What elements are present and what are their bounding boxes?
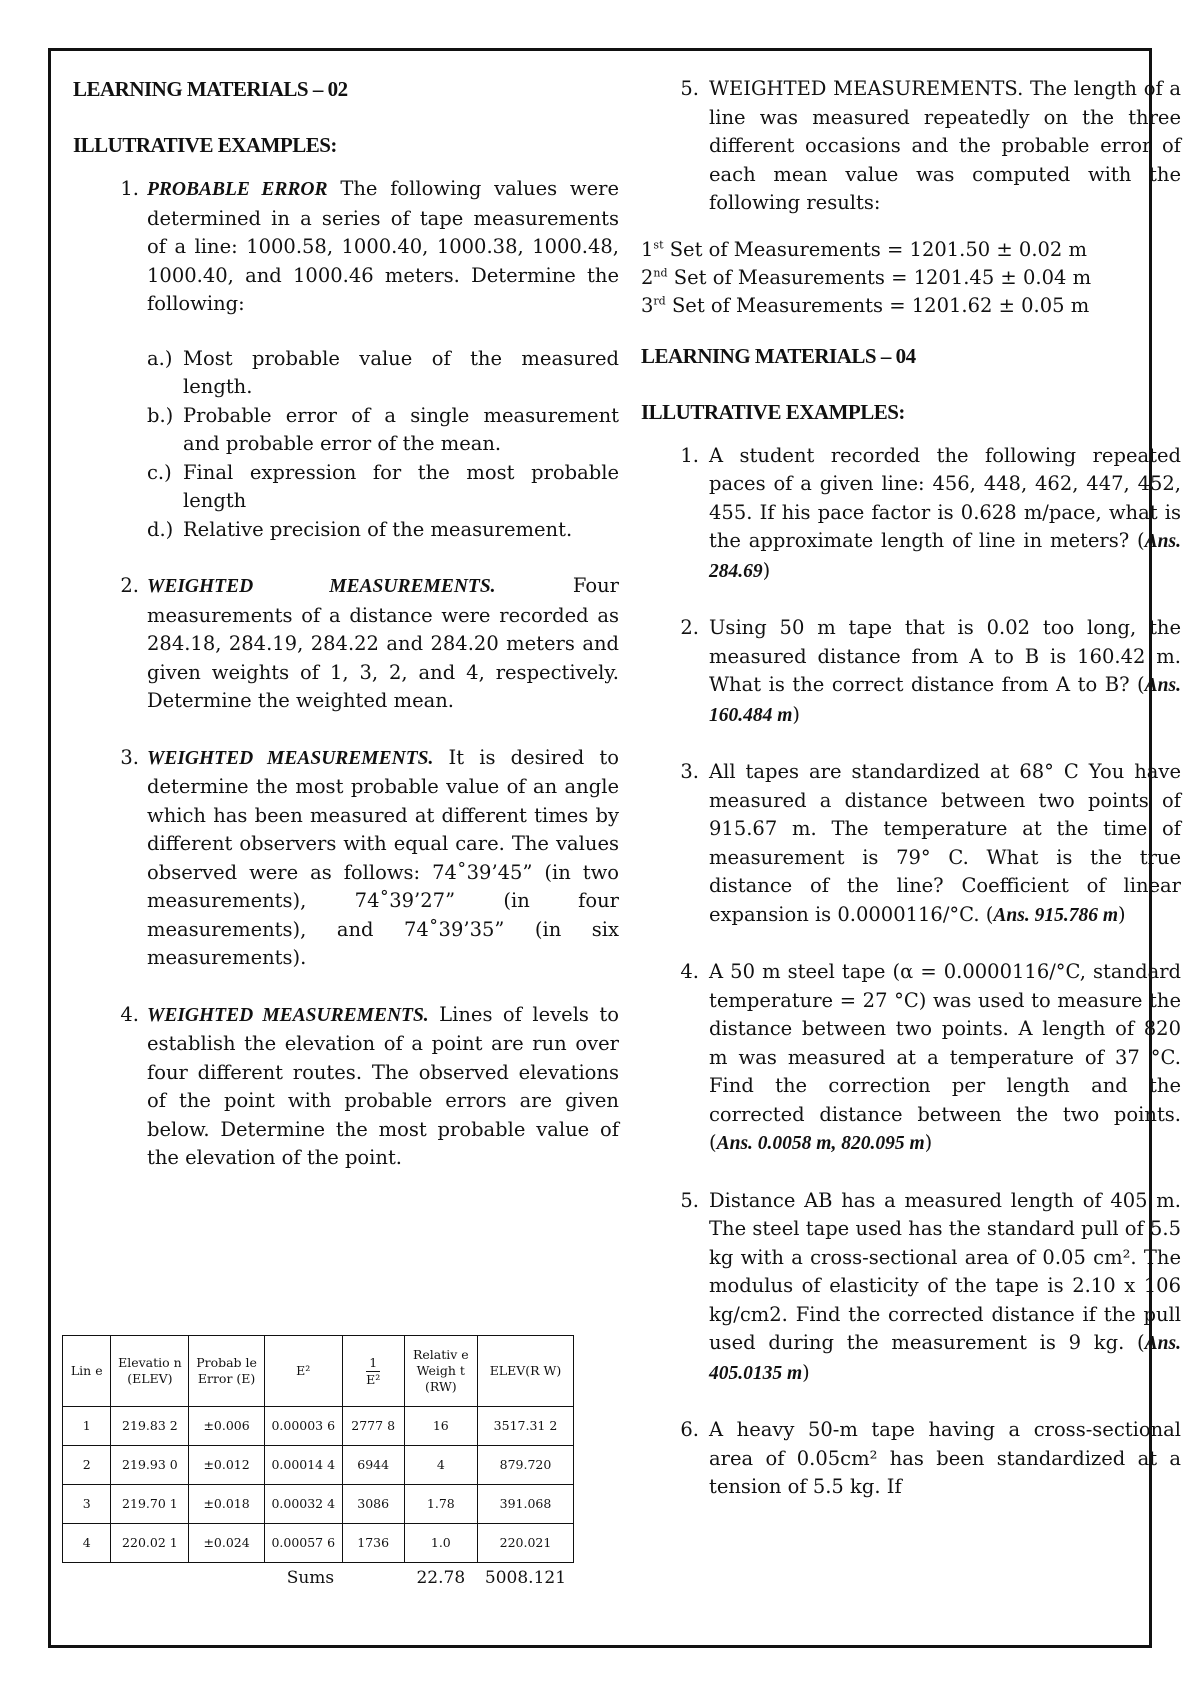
fraction-numerator: 1: [369, 1354, 378, 1370]
cell: 4: [404, 1446, 477, 1485]
cell: 220.02 1: [111, 1524, 189, 1563]
answer: Ans. 284.69: [709, 531, 1181, 582]
cell: 4: [63, 1524, 111, 1563]
answer: Ans. 405.0135 m: [709, 1333, 1181, 1384]
col-probable-error: Probab le Error (E): [189, 1336, 265, 1407]
cell: 3086: [342, 1485, 404, 1524]
cell: [342, 1563, 404, 1594]
subquestion: [147, 516, 619, 545]
sums-elev: 5008.121: [484, 1568, 567, 1588]
cell: 2777 8: [342, 1407, 404, 1446]
problem-number: 1.: [680, 443, 699, 467]
subquestion-label: b.): [147, 403, 174, 427]
problem-keyword: WEIGHTED MEASUREMENTS.: [147, 747, 434, 769]
cell: 1: [63, 1407, 111, 1446]
problem-number: 3.: [120, 745, 139, 769]
cell: 0.00032 4: [264, 1485, 342, 1524]
cell: 3517.31 2: [477, 1407, 573, 1446]
table-row: [63, 1524, 574, 1563]
problem-keyword: WEIGHTED MEASUREMENTS.: [147, 1004, 429, 1026]
left-column: [73, 75, 619, 1201]
col-line: Lin e: [63, 1336, 111, 1407]
cell: 1.78: [404, 1485, 477, 1524]
cell: 2: [63, 1446, 111, 1485]
problem-text: Lines of levels to establish the elevation of a point are run over four different routes. The observed elevations of the point with probable errors are given below. Determine the most probable value of the elevation of the point.: [147, 1002, 619, 1169]
problem-number: 5.: [680, 77, 699, 100]
cell: 220.021: [477, 1524, 573, 1563]
problem-keyword: WEIGHTED MEASUREMENTS.: [147, 576, 496, 597]
equation: [641, 264, 1181, 292]
ordinal: 2: [641, 265, 654, 289]
equation-value: = 1201.45 ± 0.04 m: [891, 265, 1092, 289]
sums-row: [63, 1563, 574, 1594]
cell: 0.00003 6: [264, 1407, 342, 1446]
subquestion-label: c.): [147, 460, 172, 484]
problem-number: 2.: [680, 616, 699, 639]
problem-text: A student recorded the following repeated paces of a given line: 456, 448, 462, 447, 452, 455. If his pace factor is 0.628 m/pace, what is the approximate length of line in meters? (: [709, 443, 1181, 552]
problem-keyword: PROBABLE ERROR: [147, 179, 328, 200]
paren: ): [924, 1131, 933, 1154]
ordinal-suffix: st: [653, 238, 664, 251]
problem-item: [641, 1416, 1181, 1502]
subquestion-text: Probable error of a single measurement and probable error of the mean.: [183, 403, 619, 455]
equation-value: = 1201.50 ± 0.02 m: [887, 237, 1088, 261]
equation-label: Set of Measurements: [673, 265, 885, 289]
cell: 219.70 1: [111, 1485, 189, 1524]
cell: 6944: [342, 1446, 404, 1485]
cell: ±0.006: [189, 1407, 265, 1446]
problem-list: [641, 75, 1181, 218]
equation: [641, 236, 1181, 264]
cell: 219.83 2: [111, 1407, 189, 1446]
equation-value: = 1201.62 ± 0.05 m: [889, 293, 1090, 317]
cell: 0.00057 6: [264, 1524, 342, 1563]
problem-text: It is desired to determine the most probable value of an angle which has been measured at different times by different observers with equal care. The values observed were as follows: 74˚39’45” (in two measurements), 74˚39’27” (in four measurements), and 74˚39’35” (in six measurements).: [147, 745, 619, 969]
problem-list: [641, 442, 1181, 1502]
ordinal-suffix: nd: [653, 266, 668, 279]
problem-number: 3.: [680, 760, 699, 783]
ordinal: 1: [641, 237, 654, 261]
fraction-denominator: E²: [366, 1371, 381, 1387]
table-header-row: [63, 1336, 574, 1407]
paren: ): [792, 702, 801, 726]
problem-item: [641, 442, 1181, 587]
subquestion: [147, 459, 619, 516]
right-column: [641, 75, 1181, 1502]
cell: 1.0: [404, 1524, 477, 1563]
sums-label: Sums: [286, 1568, 335, 1588]
cell: 0.00014 4: [264, 1446, 342, 1485]
section-subheading: ILLUTRATIVE EXAMPLES:: [641, 399, 905, 424]
problem-item: [73, 1001, 619, 1173]
cell: ±0.024: [189, 1524, 265, 1563]
col-relative-weight: Relativ e Weigh t (RW): [404, 1336, 477, 1407]
problem-item: [641, 75, 1181, 218]
subquestion-text: Final expression for the most probable length: [183, 460, 619, 512]
problem-number: 2.: [120, 574, 139, 597]
col-inverse-e-squared: [342, 1336, 404, 1407]
ordinal: 3: [641, 293, 654, 317]
problem-item: [73, 175, 619, 544]
problem-text: A 50 m steel tape (α = 0.0000116/°C, standard temperature = 27 °C) was used to measure the distance between two points. A length of 820 m was measured at a temperature of 37 °C. Find the correction per length and the corrected distance between the two points. (: [709, 960, 1181, 1154]
answer: Ans. 0.0058 m, 820.095 m: [716, 1133, 925, 1154]
problem-item: [73, 572, 619, 716]
sums-rw: 22.78: [416, 1568, 466, 1588]
paren: ): [1118, 902, 1126, 926]
table-row: [63, 1446, 574, 1485]
problem-text: Distance AB has a measured length of 405 m. The steel tape used has the standard pull of 5.5 kg with a cross-sectional area of 0.05 cm². The modulus of elasticity of the tape is 2.10 x 106 kg/cm2. Find the corrected distance if the pull used during the measurement is 9 kg. (: [709, 1188, 1181, 1354]
cell: 879.720: [477, 1446, 573, 1485]
problem-text: All tapes are standardized at 68° C You have measured a distance between two points of 915.67 m. The temperature at the time of measurement is 79° C. What is the true distance of the line? Coefficient of linear expansion is 0.0000116/°C. (: [709, 760, 1181, 926]
table-row: [63, 1485, 574, 1524]
problem-text: Four measurements of a distance were recorded as 284.18, 284.19, 284.22 and 284.20 meters and given weights of 1, 3, 2, and 4, respectively. Determine the weighted mean.: [147, 574, 619, 712]
problem-list: [73, 175, 619, 1173]
answer: Ans. 160.484 m: [709, 675, 1181, 726]
problem-text: WEIGHTED MEASUREMENTS. The length of a line was measured repeatedly on the three different occasions and the probable error of each mean value was computed with the following results:: [709, 77, 1181, 214]
problem-item: [641, 1187, 1181, 1389]
section-heading: LEARNING MATERIALS – 02: [73, 77, 348, 101]
cell: 1736: [342, 1524, 404, 1563]
problem-text: The following values were determined in a series of tape measurements of a line: 1000.58, 1000.40, 1000.38, 1000.48, 1000.40, and 1000.46 meters. Determine the following:: [147, 177, 620, 315]
col-e-squared: E²: [264, 1336, 342, 1407]
section-subheading: ILLUTRATIVE EXAMPLES:: [73, 133, 337, 157]
measurement-equations: [641, 236, 1181, 320]
problem-text: A heavy 50-m tape having a cross-sectional area of 0.05cm² has been standardized at a tension of 5.5 kg. If: [709, 1418, 1181, 1498]
paren: ): [802, 1360, 810, 1384]
subquestion-text: Most probable value of the measured length.: [183, 346, 619, 398]
problem-number: 4.: [680, 960, 699, 983]
table-row: [63, 1407, 574, 1446]
page-frame: [48, 48, 1181, 1648]
problem-item: [641, 758, 1181, 930]
subquestion-label: a.): [147, 346, 173, 370]
answer: Ans. 915.786 m: [993, 904, 1118, 926]
subquestion-list: [147, 345, 619, 545]
problem-number: 4.: [120, 1002, 139, 1026]
cell: 16: [404, 1407, 477, 1446]
problem-item: [73, 744, 619, 973]
problem-text: Using 50 m tape that is 0.02 too long, the measured distance from A to B is 160.42 m. What is the correct distance from A to B? (: [709, 616, 1181, 696]
problem-item: [641, 958, 1181, 1159]
subquestion-label: d.): [147, 517, 174, 541]
section-heading: LEARNING MATERIALS – 04: [641, 343, 916, 368]
elevation-table: [62, 1335, 574, 1593]
equation: [641, 292, 1181, 320]
problem-item: [641, 614, 1181, 730]
col-elev-rw: ELEV(R W): [477, 1336, 573, 1407]
cell: 219.93 0: [111, 1446, 189, 1485]
cell: 391.068: [477, 1485, 573, 1524]
subquestion: [147, 402, 619, 459]
cell: ±0.018: [189, 1485, 265, 1524]
cell: 3: [63, 1485, 111, 1524]
paren: ): [762, 558, 771, 582]
problem-number: 6.: [680, 1418, 699, 1441]
cell: ±0.012: [189, 1446, 265, 1485]
equation-label: Set of Measurements: [671, 293, 884, 317]
subquestion: [147, 345, 619, 402]
ordinal-suffix: rd: [653, 294, 666, 307]
fraction: [366, 1355, 380, 1388]
problem-number: 5.: [680, 1188, 699, 1212]
equation-label: Set of Measurements: [669, 237, 881, 261]
subquestion-text: Relative precision of the measurement.: [183, 517, 573, 541]
problem-number: 1.: [120, 177, 139, 200]
col-elevation: Elevatio n (ELEV): [111, 1336, 189, 1407]
